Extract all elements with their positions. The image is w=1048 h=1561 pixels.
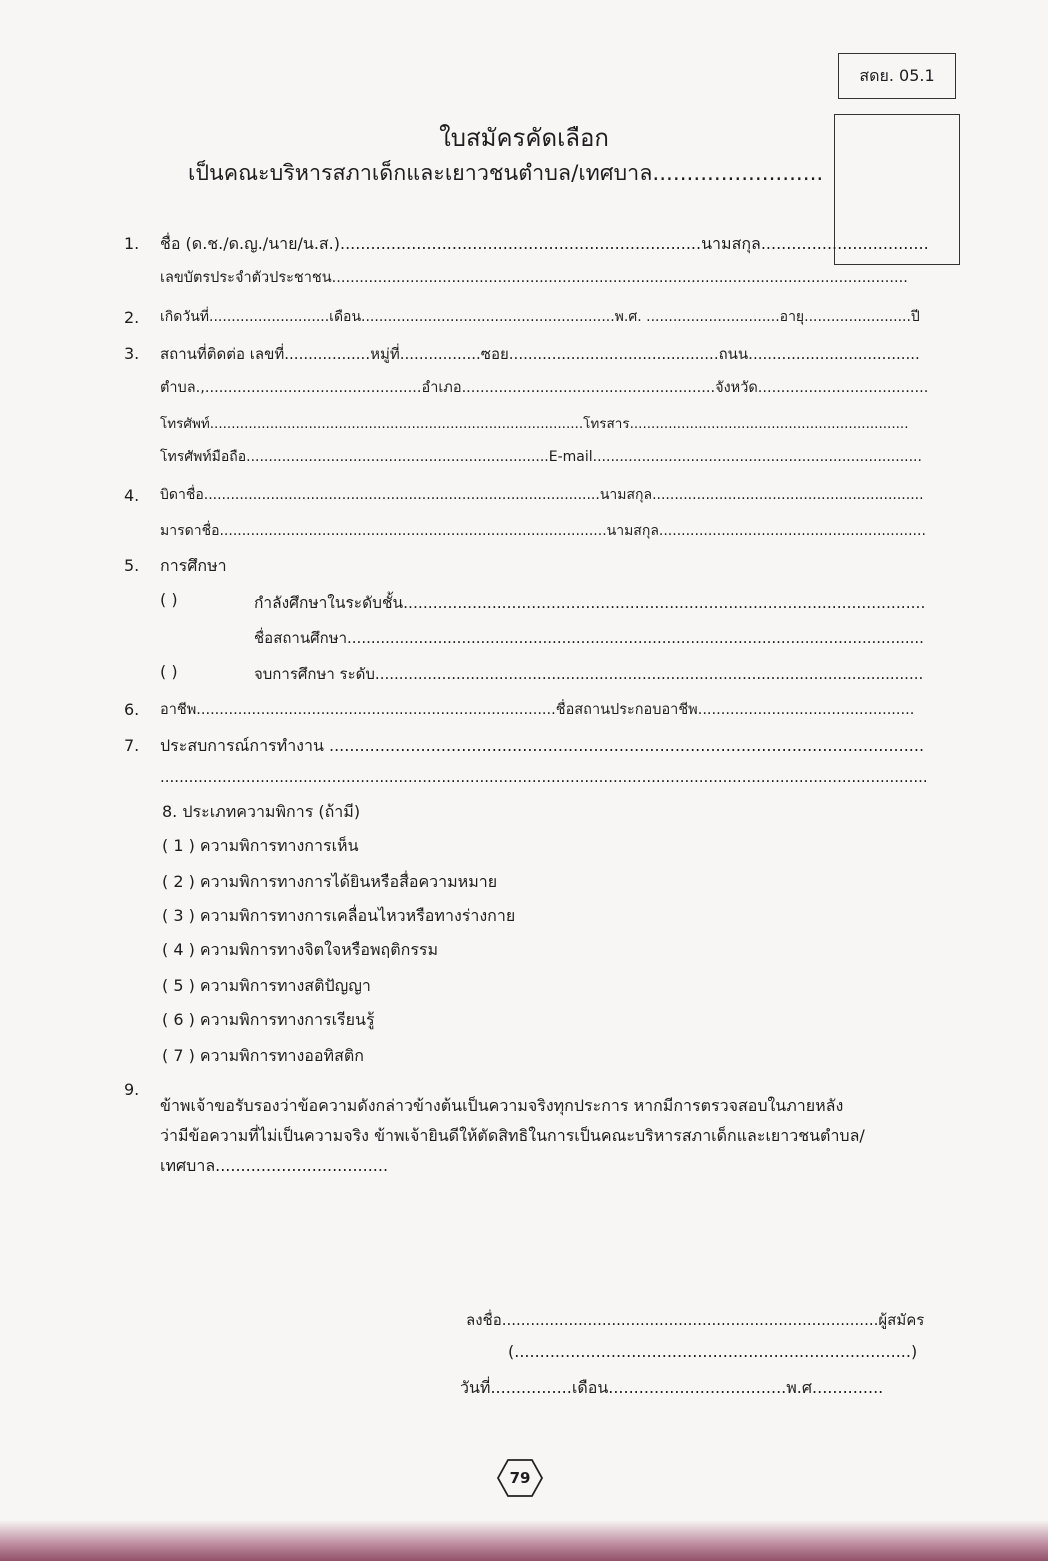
experience-field-line-2: ................................................................................................................................................................. — [160, 768, 928, 786]
address-field-line: สถานที่ติดต่อ เลขที่..................หมู่ที่.................ซอย............................................ถนน.................................... — [160, 345, 920, 363]
page-number-badge — [496, 1458, 544, 1498]
certification-text-line-2: ว่ามีข้อความที่ไม่เป็นความจริง ข้าพเจ้ายินดีให้ตัดสิทธิในการเป็นคณะบริหารสภาเด็กและเยาวชนตำบล/ — [160, 1126, 865, 1145]
item-6-number: 6. — [124, 700, 140, 719]
signature-date-line: วันที่................เดือน...................................พ.ศ.............. — [460, 1378, 884, 1397]
item-4-number: 4. — [124, 486, 140, 505]
form-code: สดย. 05.1 — [859, 65, 935, 85]
disability-option-2[interactable]: ( 2 ) ความพิการทางการได้ยินหรือสื่อความหมาย — [162, 872, 498, 891]
disability-heading: 8. ประเภทความพิการ (ถ้ามี) — [162, 802, 361, 821]
graduated-level-field-line: จบการศึกษา ระดับ................................................................................................................... — [254, 665, 924, 683]
item-2-number: 2. — [124, 308, 140, 327]
school-name-field-line: ชื่อสถานศึกษา......................................................................................................................... — [254, 629, 924, 647]
disability-option-7[interactable]: ( 7 ) ความพิการทางออทิสติก — [162, 1046, 364, 1065]
mobile-field-line: โทรศัพท์มือถือ....................................................................E-mail.......................................................................... — [160, 449, 922, 465]
phone-field-line: โทรศัพท์.......................................................................................โทรสาร................................................................. — [160, 416, 909, 432]
form-code-box — [838, 53, 956, 99]
disability-option-4[interactable]: ( 4 ) ความพิการทางจิตใจหรือพฤติกรรม — [162, 940, 439, 959]
education-label: การศึกษา — [160, 556, 227, 575]
occupation-field-line: อาชีพ..............................................................................ชื่อสถานประกอบอาชีพ............................................... — [160, 702, 915, 718]
disability-option-5[interactable]: ( 5 ) ความพิการทางสติปัญญา — [162, 976, 371, 995]
item-5-number: 5. — [124, 556, 140, 575]
graduated-checkbox[interactable]: ( ) — [160, 662, 178, 681]
page-number: 79 — [509, 1469, 531, 1487]
disability-option-1[interactable]: ( 1 ) ความพิการทางการเห็น — [162, 836, 359, 855]
item-1-number: 1. — [124, 234, 140, 253]
experience-field-line: ประสบการณ์การทำงาน ..................................................................................................................... — [160, 736, 925, 755]
birth-date-field-line: เกิดวันที่...........................เดือน.........................................................พ.ศ. ..............................อายุ........................ปี — [160, 309, 920, 325]
signature-name-line: (..............................................................................) — [508, 1342, 918, 1361]
item-7-number: 7. — [124, 736, 140, 755]
form-title: ใบสมัครคัดเลือก — [439, 124, 609, 152]
item-9-number: 9. — [124, 1080, 140, 1099]
certification-text-line-1: ข้าพเจ้าขอรับรองว่าข้อความดังกล่าวข้างต้นเป็นความจริงทุกประการ หากมีการตรวจสอบในภายหลัง — [160, 1096, 844, 1115]
disability-option-3[interactable]: ( 3 ) ความพิการทางการเคลื่อนไหวหรือทางร่างกาย — [162, 906, 516, 925]
district-field-line: ตำบล.,...............................................อำเภอ.......................................................จังหวัด..................................... — [160, 380, 929, 396]
father-name-field-line: บิดาชื่อ.........................................................................................นามสกุล............................................................. — [160, 487, 924, 503]
studying-level-field-line: กำลังศึกษาในระดับชั้น.......................................................................................................... — [254, 594, 926, 612]
disability-option-6[interactable]: ( 6 ) ความพิการทางการเรียนรู้ — [162, 1010, 375, 1029]
certification-text-line-3: เทศบาล.................................. — [160, 1156, 389, 1175]
mother-name-field-line: มารดาชื่อ.......................................................................................นามสกุล............................................................ — [160, 523, 926, 539]
form-subtitle: เป็นคณะบริหารสภาเด็กและเยาวชนตำบล/เทศบาล......................... — [188, 161, 824, 186]
signature-line: ลงชื่อ...............................................................................ผู้สมัคร — [466, 1311, 925, 1329]
name-field-line: ชื่อ (ด.ช./ด.ญ./นาย/น.ส.).......................................................................นามสกุล................................. — [160, 234, 929, 253]
id-card-field-line: เลขบัตรประจำตัวประชาชน............................................................................................................................. — [160, 270, 908, 286]
studying-checkbox[interactable]: ( ) — [160, 590, 178, 609]
item-3-number: 3. — [124, 344, 140, 363]
bottom-shadow — [0, 1520, 1048, 1561]
